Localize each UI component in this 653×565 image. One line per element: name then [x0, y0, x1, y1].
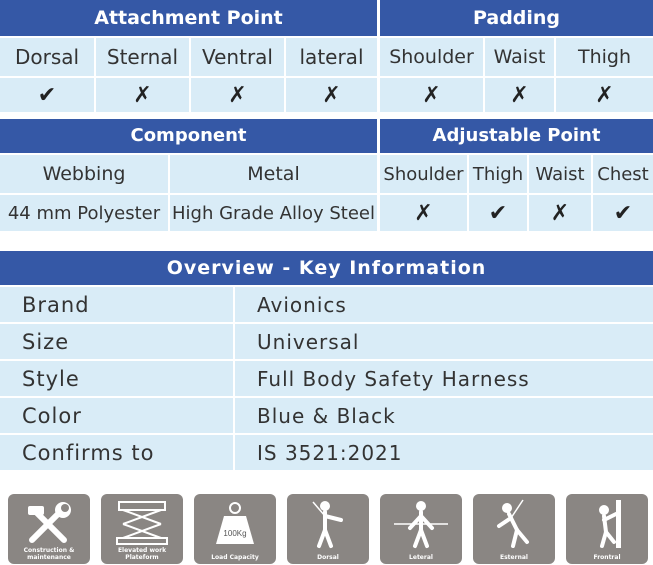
component-value-metal: High Grade Alloy Steel [170, 195, 377, 231]
attachment-label-ventral: Ventral [191, 38, 284, 76]
adjustable-point-table [380, 119, 653, 231]
adjustable-value-chest: ✔ [593, 195, 653, 231]
component-header: Component [0, 119, 377, 153]
overview-key: Brand [0, 287, 233, 322]
overview-value: Full Body Safety Harness [235, 361, 653, 396]
attachment-value-sternal: ✗ [96, 78, 189, 112]
overview-key: Size [0, 324, 233, 359]
overview-row [0, 398, 653, 433]
dorsal-caption: Dorsal [317, 554, 339, 561]
padding-table [380, 0, 653, 112]
adjustable-label-chest: Chest [593, 155, 653, 193]
overview-header: Overview - Key Information [0, 251, 653, 285]
frontal-caption: Frontral [593, 554, 621, 561]
overview-key: Style [0, 361, 233, 396]
adjustable-value-thigh: ✔ [469, 195, 527, 231]
weight-icon [194, 498, 276, 550]
padding-label-waist: Waist [485, 38, 554, 76]
sternal-tile [473, 494, 555, 564]
overview-value: Avionics [235, 287, 653, 322]
attachment-label-lateral: lateral [286, 38, 377, 76]
adjustable-point-header: Adjustable Point [380, 119, 653, 153]
adjustable-label-waist: Waist [529, 155, 591, 193]
attachment-value-ventral: ✗ [191, 78, 284, 112]
lateral-tile [380, 494, 462, 564]
dorsal-tile [287, 494, 369, 564]
frontal-tile [566, 494, 648, 564]
overview-row [0, 324, 653, 359]
overview-key: Confirms to [0, 435, 233, 470]
component-label-metal: Metal [170, 155, 377, 193]
dorsal-harness-icon [287, 498, 369, 550]
construction-tile [8, 494, 90, 564]
attachment-label-sternal: Sternal [96, 38, 189, 76]
adjustable-value-shoulder: ✗ [380, 195, 467, 231]
attachment-point-table [0, 0, 377, 112]
overview-table [0, 251, 653, 470]
sternal-harness-icon [473, 498, 555, 550]
sternal-caption: Esternal [500, 554, 528, 561]
component-table [0, 119, 377, 231]
tools-icon [8, 498, 90, 550]
adjustable-label-thigh: Thigh [469, 155, 527, 193]
attachment-value-dorsal: ✔ [0, 78, 94, 112]
padding-value-thigh: ✗ [556, 78, 653, 112]
padding-value-waist: ✗ [485, 78, 554, 112]
adjustable-label-shoulder: Shoulder [380, 155, 467, 193]
overview-row [0, 287, 653, 322]
attachment-point-header: Attachment Point [0, 0, 377, 36]
padding-header: Padding [380, 0, 653, 36]
load-capacity-caption: Load Capacity [211, 554, 259, 561]
construction-caption: Construction & maintenance [23, 547, 75, 561]
overview-row [0, 361, 653, 396]
lateral-harness-icon [380, 498, 462, 550]
frontal-harness-icon [566, 498, 648, 550]
elevated-platform-tile [101, 494, 183, 564]
scissor-lift-icon [101, 498, 183, 550]
padding-value-shoulder: ✗ [380, 78, 483, 112]
component-value-webbing: 44 mm Polyester [0, 195, 168, 231]
component-label-webbing: Webbing [0, 155, 168, 193]
overview-row [0, 435, 653, 470]
attachment-label-dorsal: Dorsal [0, 38, 94, 76]
overview-value: Universal [235, 324, 653, 359]
adjustable-value-waist: ✗ [529, 195, 591, 231]
overview-value: IS 3521:2021 [235, 435, 653, 470]
elevated-platform-caption: Elevated work Plateform [117, 547, 167, 561]
weight-label: 100Kg [223, 529, 247, 538]
overview-value: Blue & Black [235, 398, 653, 433]
attachment-value-lateral: ✗ [286, 78, 377, 112]
load-capacity-tile [194, 494, 276, 564]
application-icons [8, 494, 648, 564]
padding-label-thigh: Thigh [556, 38, 653, 76]
overview-key: Color [0, 398, 233, 433]
lateral-caption: Leteral [409, 554, 433, 561]
padding-label-shoulder: Shoulder [380, 38, 483, 76]
